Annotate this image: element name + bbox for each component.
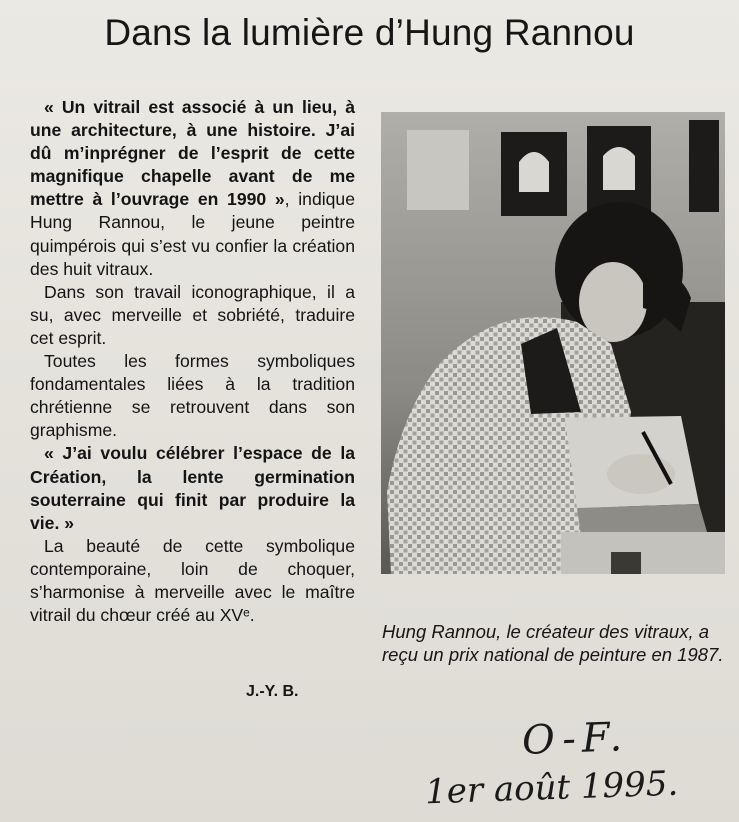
paragraph-5 [30, 535, 355, 627]
paragraph-3 [30, 350, 355, 442]
paragraph-3-text: Toutes les formes symboliques fondamentales liées à la tradition chrétienne se retrouvent dans son graphisme. [30, 351, 355, 441]
paragraph-5-text: La beauté de cette symbolique contemporaine, loin de choquer, s’harmonise à merveille avec le maître vitrail du chœur créé au XVᵉ. [30, 535, 355, 626]
photo-caption: Hung Rannou, le créateur des vitraux, a reçu un prix national de peinture en 1987. [382, 621, 724, 665]
article-photo [381, 112, 725, 574]
paragraph-2 [30, 281, 355, 350]
paragraph-1 [30, 96, 355, 281]
handwritten-date: 1er août 1995. [424, 763, 679, 813]
handwritten-source: O-F. [521, 714, 629, 764]
quote-1: « Un vitrail est associé à un lieu, à une architecture, à une histoire. J’ai dû m’inprégner de l’esprit de cette magnifique chapelle avant de me mettre à l’ouvrage en 1990 » [30, 97, 355, 210]
table [561, 532, 725, 574]
frame-4 [689, 120, 719, 212]
article-body [30, 96, 355, 627]
paragraph-1-text: , indique Hung Rannou, le jeune peintre quimpérois qui s’est vu confier la création des huit vitraux. [30, 189, 355, 279]
paragraph-2-text: Dans son travail iconographique, il a su, avec merveille et sobriété, traduire cet esprit. [30, 281, 355, 348]
article-title: Dans la lumière d’Hung Rannou [104, 12, 635, 53]
quote-2: « J’ai voulu célébrer l’espace de la Création, la lente germination souterraine qui finit par produire la vie. » [30, 443, 355, 533]
photo-illustration [381, 112, 725, 574]
author-signature: J.-Y. B. [246, 683, 299, 700]
paragraph-4 [30, 442, 355, 534]
frame-1 [407, 130, 469, 210]
